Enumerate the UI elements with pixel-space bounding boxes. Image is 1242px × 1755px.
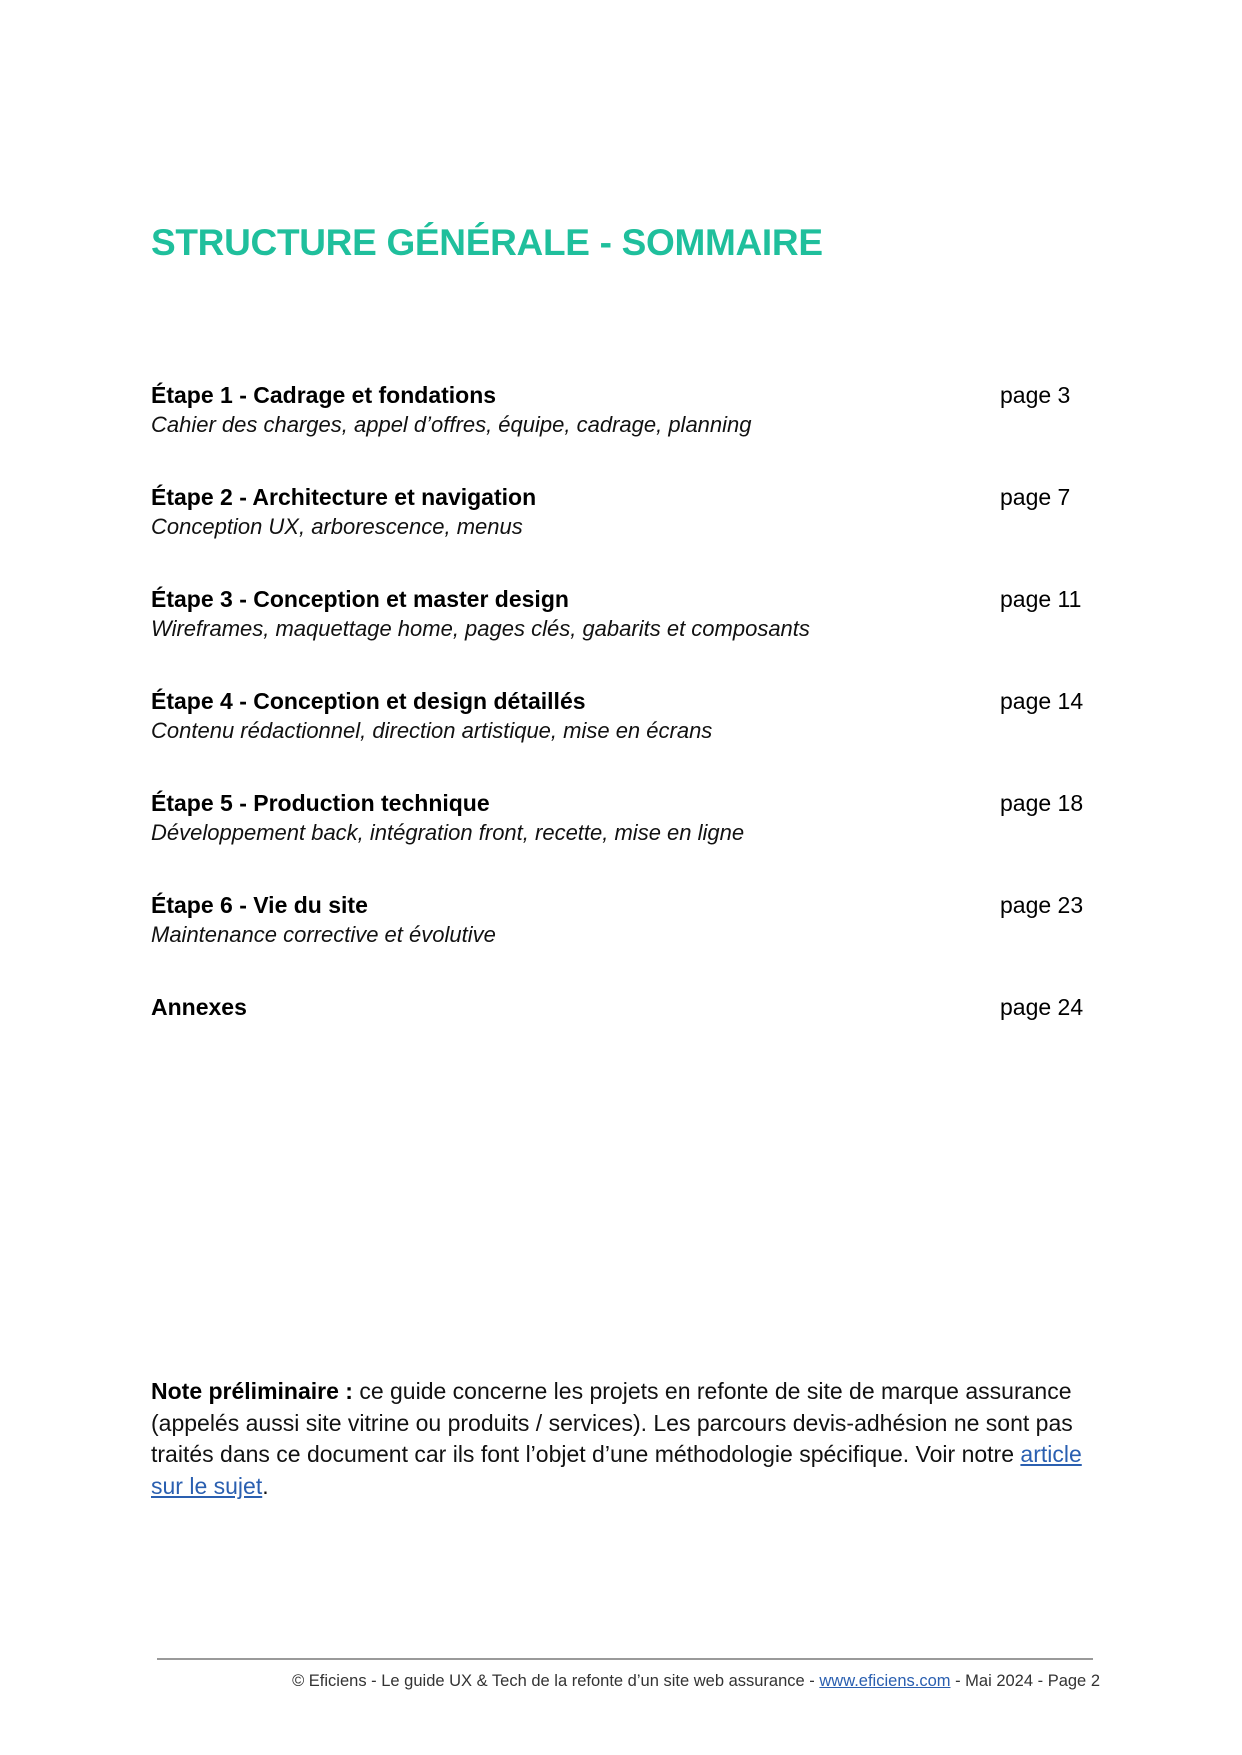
toc-entry-title: Étape 3 - Conception et master design	[151, 586, 569, 612]
preliminary-note	[151, 1376, 1111, 1502]
toc-entry-title: Étape 1 - Cadrage et fondations	[151, 382, 497, 408]
toc-entry-page: page 3	[1000, 382, 1071, 408]
toc-entry-subtitle: Maintenance corrective et évolutive	[151, 922, 496, 947]
toc-entry-etape-6	[151, 888, 1101, 990]
toc-entry-etape-1	[151, 378, 1101, 480]
toc-entry-etape-2	[151, 480, 1101, 582]
toc-entry-subtitle: Wireframes, maquettage home, pages clés, gabarits et composants	[151, 616, 810, 641]
toc-entry-subtitle: Cahier des charges, appel d’offres, équipe, cadrage, planning	[151, 412, 752, 437]
toc-entry-etape-4	[151, 684, 1101, 786]
toc-entry-page: page 24	[1000, 994, 1084, 1020]
toc-entry-etape-3	[151, 582, 1101, 684]
toc-entry-title: Étape 6 - Vie du site	[151, 892, 368, 918]
toc-entry-page: page 18	[1000, 790, 1084, 816]
toc-entry-subtitle: Conception UX, arborescence, menus	[151, 514, 523, 539]
note-end: .	[262, 1472, 269, 1499]
toc-entry-etape-5	[151, 786, 1101, 888]
toc-entry-title: Étape 5 - Production technique	[151, 790, 490, 816]
toc-entry-page: page 14	[1000, 688, 1084, 714]
table-of-contents	[151, 378, 1101, 1092]
footer-suffix: - Mai 2024 - Page 2	[950, 1672, 1100, 1690]
website-link[interactable]: www.eficiens.com	[819, 1672, 951, 1690]
note-label: Note préliminaire :	[151, 1378, 353, 1404]
toc-entry-page: page 23	[1000, 892, 1084, 918]
toc-entry-title: Étape 4 - Conception et design détaillés	[151, 688, 586, 714]
toc-entry-page: page 7	[1000, 484, 1071, 510]
toc-entry-page: page 11	[1000, 586, 1082, 612]
page-footer	[292, 1669, 1100, 1693]
note-text: ce guide concerne les projets en refonte de site de marque assurance (appelés aussi site vitrine ou produits / services). Les parcours devis-adhésion ne sont pas traités dans ce document car ils font l’objet d’une méthodologie spécifique. Voir notre	[151, 1378, 1073, 1467]
footer-prefix: © Eficiens - Le guide UX & Tech de la refonte d’un site web assurance -	[292, 1672, 820, 1690]
toc-entry-title: Étape 2 - Architecture et navigation	[151, 484, 537, 510]
footer-divider	[157, 1658, 1093, 1660]
page-title: STRUCTURE GÉNÉRALE - SOMMAIRE	[151, 222, 823, 263]
toc-entry-subtitle: Développement back, intégration front, recette, mise en ligne	[151, 820, 745, 845]
article-link[interactable]: article sur le sujet	[151, 1441, 1082, 1499]
toc-entry-annexes	[151, 990, 1101, 1092]
toc-entry-subtitle: Contenu rédactionnel, direction artistique, mise en écrans	[151, 718, 713, 743]
toc-entry-title: Annexes	[151, 994, 247, 1020]
